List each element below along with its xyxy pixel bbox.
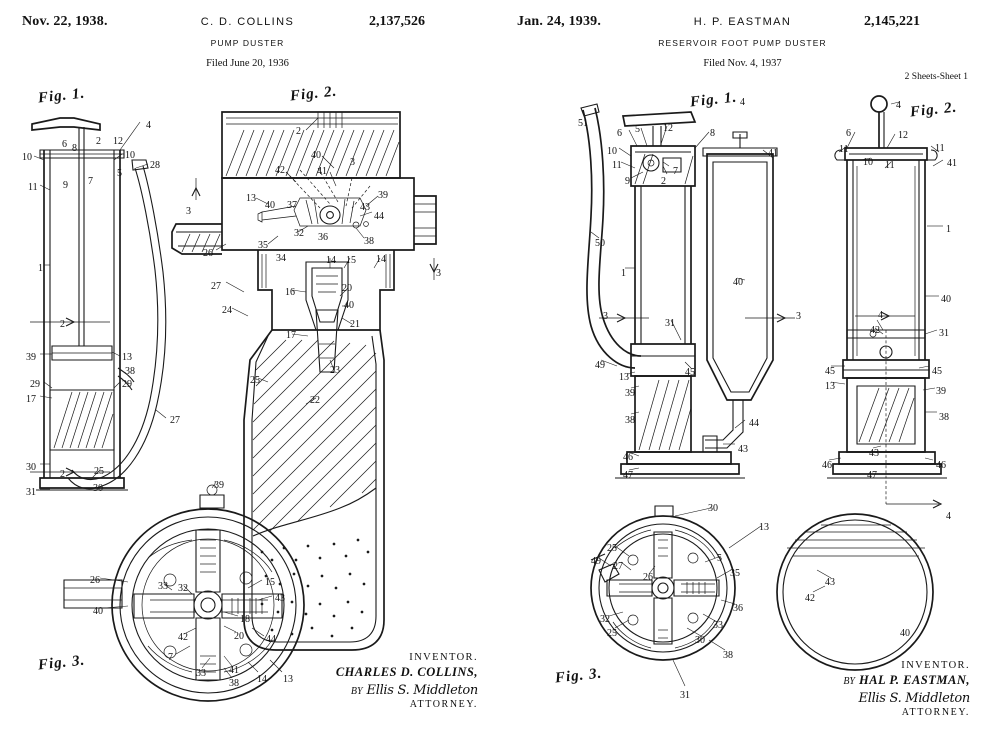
reference-numeral: 38 — [125, 366, 135, 377]
figure-label-1: Fig. 1. — [37, 85, 87, 107]
reference-numeral: 40 — [93, 606, 103, 617]
reference-numeral: 34 — [276, 253, 286, 264]
reference-numeral: 31 — [26, 487, 36, 498]
patent-filed-date: Filed Nov. 4, 1937 — [703, 58, 782, 69]
reference-numeral: 3 — [186, 206, 191, 217]
reference-numeral: 45 — [685, 367, 695, 378]
patent-title: RESERVOIR FOOT PUMP DUSTER — [658, 38, 827, 48]
reference-numeral: 30 — [93, 483, 103, 494]
reference-numeral: 6 — [846, 128, 851, 139]
reference-numeral: 38 — [364, 236, 374, 247]
patent-number: 2,145,221 — [864, 14, 920, 29]
inventor-name: HAL P. EASTMAN, — [859, 673, 970, 687]
reference-numeral: 44 — [749, 418, 759, 429]
reference-numeral: 1 — [621, 268, 626, 279]
reference-numeral: 7 — [673, 166, 678, 177]
reference-numeral: 49 — [595, 360, 605, 371]
reference-numeral: 39 — [936, 386, 946, 397]
reference-numeral: 27 — [613, 561, 623, 572]
attorney-signature: Ellis S. Middleton — [366, 683, 478, 698]
by-label: BY — [843, 676, 855, 687]
reference-numeral: 43 — [869, 448, 879, 459]
reference-numeral: 25 — [607, 628, 617, 639]
reference-numeral: 10 — [607, 146, 617, 157]
reference-numeral: 4 — [740, 97, 745, 108]
patent-number: 2,137,526 — [369, 14, 425, 29]
reference-numeral: 43 — [738, 444, 748, 455]
reference-numeral: 11 — [885, 160, 895, 171]
reference-numeral: 30 — [26, 462, 36, 473]
reference-numeral: 8 — [710, 128, 715, 139]
reference-numeral: 11 — [28, 182, 38, 193]
reference-numeral: 4 — [946, 511, 951, 522]
reference-numeral: 3 — [436, 268, 441, 279]
reference-numeral: 36 — [733, 603, 743, 614]
reference-numeral: 38 — [723, 650, 733, 661]
reference-numeral: 47 — [867, 470, 877, 481]
patent-filed-date: Filed June 20, 1936 — [206, 58, 289, 69]
patent-inventor-line: C. D. COLLINS — [200, 16, 295, 28]
reference-numeral: 8 — [72, 143, 77, 154]
reference-numeral: 43 — [360, 202, 370, 213]
inventor-name: CHARLES D. COLLINS, — [335, 665, 478, 679]
reference-numeral: 4 — [878, 310, 883, 321]
signature-block-right — [770, 660, 970, 718]
reference-numeral: 13 — [283, 674, 293, 685]
reference-numeral: 50 — [595, 238, 605, 249]
signature-block-left — [318, 652, 478, 710]
reference-numeral: 13 — [246, 193, 256, 204]
reference-numeral: 12 — [898, 130, 908, 141]
reference-numeral: 22 — [310, 395, 320, 406]
reference-numeral: 42 — [178, 632, 188, 643]
reference-numeral: 7 — [88, 176, 93, 187]
reference-numeral: 41 — [317, 166, 327, 177]
reference-numeral: 3 — [603, 311, 608, 322]
reference-numeral: 33 — [158, 581, 168, 592]
reference-numeral: 51 — [578, 118, 588, 129]
reference-numeral: 13 — [825, 381, 835, 392]
figure-label-3: Fig. 3. — [554, 665, 604, 687]
reference-numeral: 31 — [939, 328, 949, 339]
inventor-label: INVENTOR. — [409, 652, 478, 663]
reference-numeral: 17 — [26, 394, 36, 405]
reference-numeral: 13 — [619, 372, 629, 383]
reference-numeral: 2 — [661, 176, 666, 187]
reference-numeral: 31 — [665, 318, 675, 329]
reference-numeral: 7 — [168, 652, 173, 663]
attorney-label: ATTORNEY. — [409, 699, 478, 710]
reference-numeral: 39 — [378, 190, 388, 201]
reference-numeral: 25 — [250, 375, 260, 386]
reference-numeral: 4 — [146, 120, 151, 131]
reference-numeral: 26 — [643, 572, 653, 583]
reference-numeral: 3 — [796, 311, 801, 322]
sheet-count-note: 2 Sheets-Sheet 1 — [904, 72, 968, 82]
reference-numeral: 27 — [211, 281, 221, 292]
reference-numeral: 26 — [203, 248, 213, 259]
reference-numeral: 44 — [374, 211, 384, 222]
figure-label-3: Fig. 3. — [37, 652, 87, 674]
reference-numeral: 39 — [26, 352, 36, 363]
figure-label-2: Fig. 2. — [909, 99, 959, 121]
reference-numeral: 14 — [326, 255, 336, 266]
reference-numeral: 1 — [946, 224, 951, 235]
reference-numeral: 5 — [717, 553, 722, 564]
reference-numeral: 11 — [935, 143, 945, 154]
patent-title: PUMP DUSTER — [210, 38, 285, 48]
reference-numeral: 32 — [294, 228, 304, 239]
reference-numeral: 41 — [768, 148, 778, 159]
reference-numeral: 6 — [617, 128, 622, 139]
reference-numeral: 46 — [623, 452, 633, 463]
reference-numeral: 15 — [265, 577, 275, 588]
reference-numeral: 35 — [258, 240, 268, 251]
figure-label-1: Fig. 1. — [689, 89, 739, 111]
reference-numeral: 30 — [695, 635, 705, 646]
reference-numeral: 49 — [591, 556, 601, 567]
reference-numeral: 38 — [939, 412, 949, 423]
reference-numeral: 42 — [275, 165, 285, 176]
reference-numeral: 40 — [265, 200, 275, 211]
reference-numeral: 5 — [117, 168, 122, 179]
reference-numeral: 41 — [947, 158, 957, 169]
reference-numeral: 45 — [825, 366, 835, 377]
reference-numeral: 39 — [625, 388, 635, 399]
reference-numeral: 30 — [708, 503, 718, 514]
reference-numeral: 10 — [863, 157, 873, 168]
reference-numeral: 45 — [932, 366, 942, 377]
attorney-signature: Ellis S. Middleton — [858, 691, 970, 706]
reference-numeral: 15 — [346, 255, 356, 266]
reference-numeral: 4 — [896, 100, 901, 111]
reference-numeral: 37 — [287, 200, 297, 211]
reference-numeral: 13 — [122, 352, 132, 363]
reference-numeral: 33 — [196, 668, 206, 679]
reference-numeral: 40 — [311, 150, 321, 161]
inventor-label: INVENTOR. — [901, 660, 970, 671]
reference-numeral: 2 — [96, 136, 101, 147]
reference-numeral: 25 — [94, 466, 104, 477]
reference-numeral: 36 — [318, 232, 328, 243]
reference-numeral: 39 — [214, 480, 224, 491]
reference-numeral: 1 — [38, 263, 43, 274]
by-label: BY — [350, 686, 363, 697]
reference-numeral: 16 — [285, 287, 295, 298]
reference-numeral: 25 — [607, 543, 617, 554]
reference-numeral: 2 — [296, 126, 301, 137]
reference-numeral: 46 — [936, 460, 946, 471]
reference-numeral: 14 — [376, 254, 386, 265]
reference-numeral: 14 — [257, 674, 267, 685]
reference-numeral: 9 — [625, 176, 630, 187]
reference-numeral: 10 — [22, 152, 32, 163]
reference-numeral: 9 — [63, 180, 68, 191]
reference-numeral: 47 — [623, 470, 633, 481]
reference-numeral: 3 — [350, 157, 355, 168]
reference-numeral: 40 — [344, 300, 354, 311]
drawing-right — [495, 0, 990, 743]
reference-numeral: 46 — [822, 460, 832, 471]
reference-numeral: 38 — [229, 678, 239, 689]
reference-numeral: 32 — [600, 614, 610, 625]
reference-numeral: 21 — [350, 319, 360, 330]
reference-numeral: 41 — [229, 665, 239, 676]
reference-numeral: 42 — [805, 593, 815, 604]
reference-numeral: 12 — [663, 123, 673, 134]
reference-numeral: 6 — [62, 139, 67, 150]
reference-numeral: 13 — [759, 522, 769, 533]
reference-numeral: 40 — [733, 277, 743, 288]
reference-numeral: 29 — [30, 379, 40, 390]
reference-numeral: 5 — [635, 124, 640, 135]
reference-numeral: 23 — [330, 365, 340, 376]
patent-date: Jan. 24, 1939. — [517, 14, 602, 29]
reference-numeral: 24 — [222, 305, 232, 316]
reference-numeral: 17 — [286, 330, 296, 341]
reference-numeral: 43 — [275, 593, 285, 604]
reference-numeral: 40 — [900, 628, 910, 639]
reference-numeral: 28 — [150, 160, 160, 171]
reference-numeral: 20 — [342, 283, 352, 294]
figure-label-2: Fig. 2. — [289, 83, 339, 105]
reference-numeral: 35 — [730, 568, 740, 579]
reference-numeral: 44 — [266, 634, 276, 645]
patent-sheet-right — [495, 0, 990, 743]
reference-numeral: 20 — [234, 631, 244, 642]
reference-numeral: 26 — [90, 575, 100, 586]
reference-numeral: 11 — [612, 160, 622, 171]
reference-numeral: 42 — [870, 325, 880, 336]
reference-numeral: 27 — [170, 415, 180, 426]
reference-numeral: 2 — [60, 319, 65, 330]
reference-numeral: 29 — [122, 379, 132, 390]
reference-numeral: 10 — [125, 150, 135, 161]
reference-numeral: 31 — [680, 690, 690, 701]
reference-numeral: 43 — [825, 577, 835, 588]
reference-numeral: 33 — [713, 620, 723, 631]
reference-numeral: 40 — [941, 294, 951, 305]
reference-numeral: 11 — [839, 144, 849, 155]
reference-numeral: 38 — [625, 415, 635, 426]
patent-inventor-line: H. P. EASTMAN — [693, 16, 792, 28]
reference-numeral: 2 — [60, 469, 65, 480]
patent-date: Nov. 22, 1938. — [22, 14, 108, 29]
reference-numeral: 12 — [113, 136, 123, 147]
attorney-label: ATTORNEY. — [901, 707, 970, 718]
reference-numeral: 32 — [178, 583, 188, 594]
reference-numeral: 18 — [240, 614, 250, 625]
